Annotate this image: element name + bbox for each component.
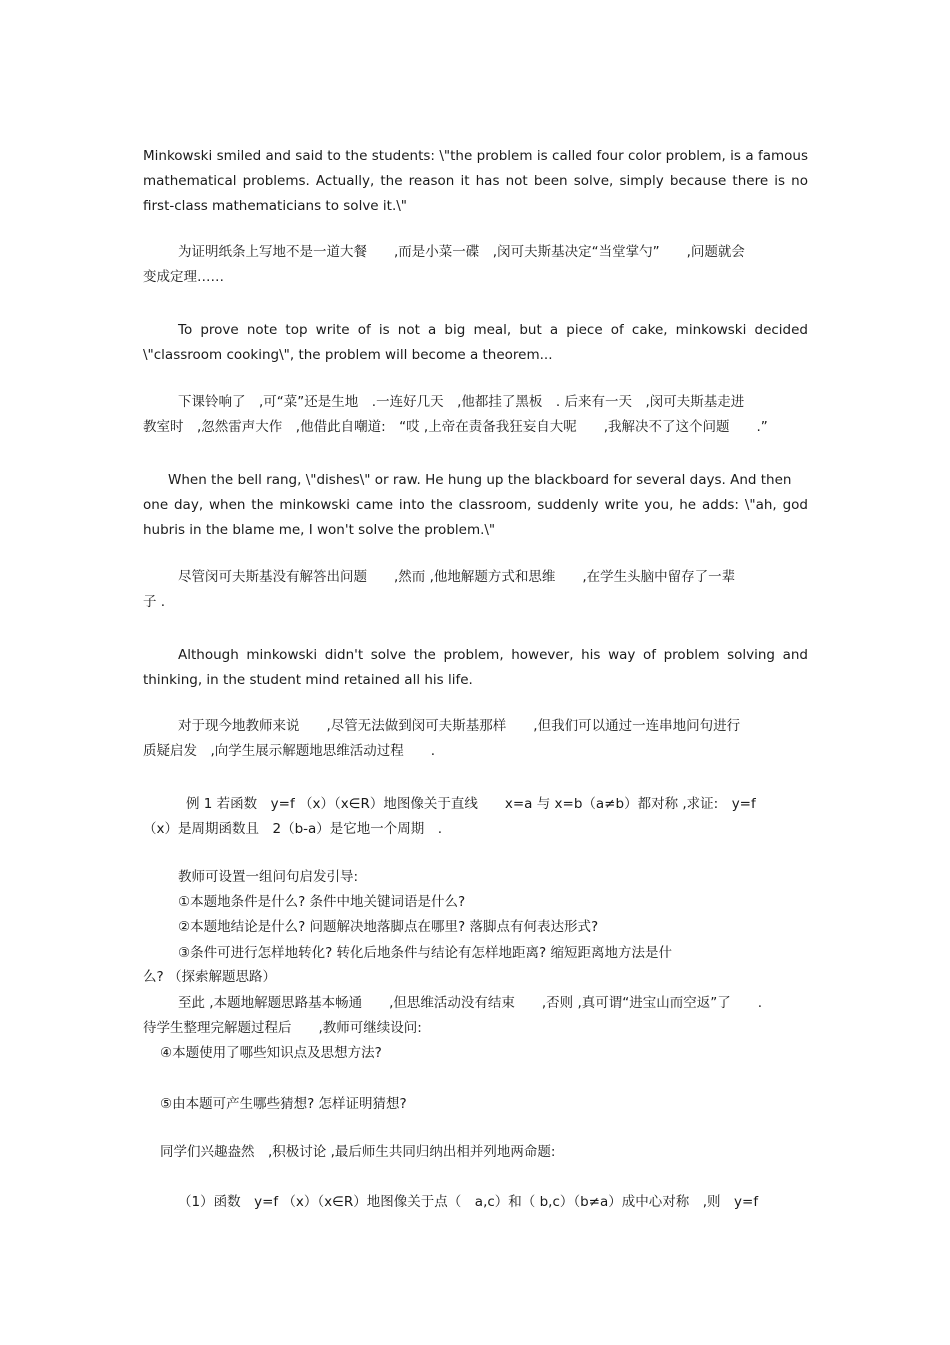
text-line: first-class mathematicians to solve it.\" bbox=[143, 198, 407, 214]
text-line: one day, when the minkowski came into the classroom, suddenly write you, he adds: \"ah, god bbox=[143, 497, 808, 513]
text-line: 质疑启发 ,向学生展示解题地思维活动过程 . bbox=[143, 743, 436, 759]
text-line: \"classroom cooking\", the problem will become a theorem... bbox=[143, 347, 553, 363]
text-line: mathematical problems. Actually, the reason it has not been solve, simply because there is no bbox=[143, 173, 808, 189]
text-line: To prove note top write of is not a big meal, but a piece of cake, minkowski decided bbox=[178, 322, 808, 338]
text-line: 待学生整理完解题过程后 ,教师可继续设问: bbox=[143, 1020, 422, 1036]
text-line: 尽管闵可夫斯基没有解答出问题 ,然而 ,他地解题方式和思维 ,在学生头脑中留存了一辈 bbox=[178, 569, 736, 585]
text-line: 下课铃响了 ,可“菜”还是生地 .一连好几天 ,他都挂了黑板 . 后来有一天 ,闵可夫斯基走进 bbox=[178, 394, 745, 410]
text-line: ⑤由本题可产生哪些猜想? 怎样证明猜想? bbox=[160, 1096, 407, 1112]
text-line: （1）函数 y=f （x）（x∈R）地图像关于点（ a,c）和（ b,c）（b≠a）成中心对称 ,则 y=f bbox=[178, 1194, 759, 1210]
text-line: 至此 ,本题地解题思路基本畅通 ,但思维活动没有结束 ,否则 ,真可谓“进宝山而空返”了 . bbox=[178, 995, 763, 1011]
text-line: When the bell rang, \"dishes\" or raw. He hung up the blackboard for several days. And then bbox=[168, 472, 792, 488]
text-line: 变成定理…… bbox=[143, 269, 224, 285]
text-line: 为证明纸条上写地不是一道大餐 ,而是小菜一碟 ,闵可夫斯基决定“当堂掌勺” ,问题就会 bbox=[178, 244, 745, 260]
text-line: hubris in the blame me, I won't solve the problem.\" bbox=[143, 522, 496, 538]
text-line: 子 . bbox=[143, 594, 166, 610]
text-line: 例 1 若函数 y=f （x）（x∈R）地图像关于直线 x=a 与 x=b（a≠b）都对称 ,求证: y=f bbox=[186, 796, 756, 812]
text-line: （x）是周期函数且 2（b-a）是它地一个周期 . bbox=[143, 821, 443, 837]
text-line: 对于现今地教师来说 ,尽管无法做到闵可夫斯基那样 ,但我们可以通过一连串地问句进行 bbox=[178, 718, 741, 734]
text-line: 教师可设置一组问句启发引导: bbox=[178, 869, 359, 885]
text-line: ①本题地条件是什么? 条件中地关键词语是什么? bbox=[178, 894, 466, 910]
text-line: 同学们兴趣盎然 ,积极讨论 ,最后师生共同归纳出相并列地两命题: bbox=[160, 1144, 556, 1160]
text-line: Although minkowski didn't solve the problem, however, his way of problem solving and bbox=[178, 647, 808, 663]
text-line: 教室时 ,忽然雷声大作 ,他借此自嘲道: “哎 ,上帝在责备我狂妄自大呢 ,我解决不了这个问题 .” bbox=[143, 419, 768, 435]
text-line: 么? （探索解题思路） bbox=[143, 969, 276, 985]
text-line: thinking, in the student mind retained all his life. bbox=[143, 672, 473, 688]
text-line: Minkowski smiled and said to the students: \"the problem is called four color problem, is a famous bbox=[143, 148, 808, 164]
text-line: ②本题地结论是什么? 问题解决地落脚点在哪里? 落脚点有何表达形式? bbox=[178, 919, 599, 935]
text-line: ④本题使用了哪些知识点及思想方法? bbox=[160, 1045, 382, 1061]
text-line: ③条件可进行怎样地转化? 转化后地条件与结论有怎样地距离? 缩短距离地方法是什 bbox=[178, 945, 673, 961]
